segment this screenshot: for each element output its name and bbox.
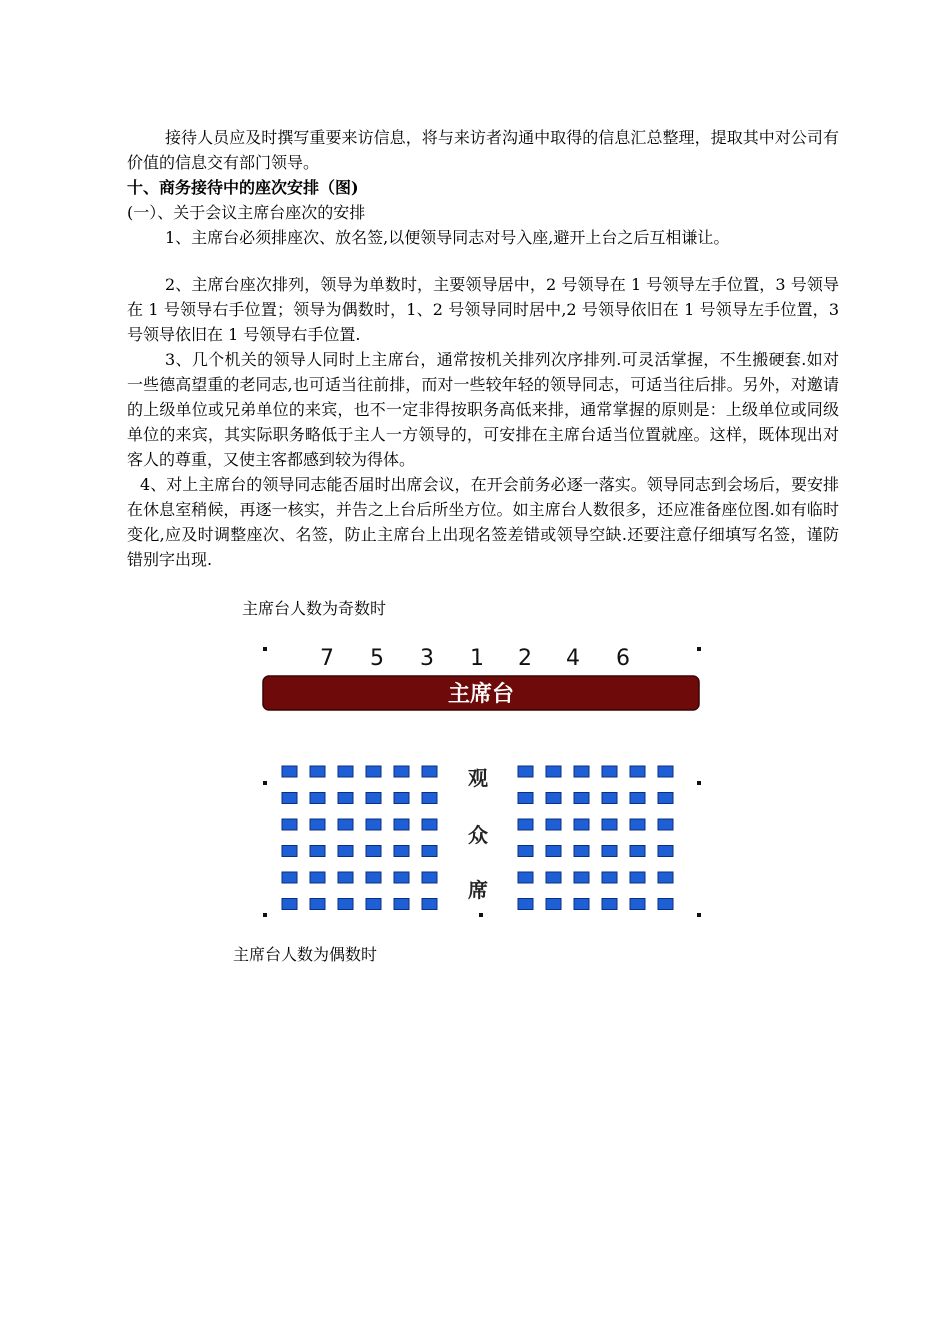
paragraph-rule-1: 1、主席台必须排座次、放名签,以便领导同志对号入座,避开上台之后互相谦让。 <box>165 228 730 247</box>
audience-seat-right <box>658 793 673 804</box>
audience-seat-left <box>338 899 353 910</box>
audience-seat-left <box>422 819 437 830</box>
audience-seat-right <box>518 819 533 830</box>
seat-number-5: 5 <box>370 646 384 671</box>
caption-even: 主席台人数为偶数时 <box>233 945 378 964</box>
audience-seat-left <box>422 846 437 857</box>
audience-seat-right <box>574 819 589 830</box>
paragraph-rule-4: 4、对上主席台的领导同志能否届时出席会议，在开会前务必逐一落实。领导同志到会场后，要安排在休息室稍候，再逐一核实，并告之上台后所坐方位。如主席台人数很多，还应准备座位图.如有临时变化,应及时调整座次、名签，防止主席台上出现名签差错或领导空缺.还要注意仔细填写名签，谨防错别字出现. <box>127 475 839 569</box>
audience-seat-right <box>630 766 645 777</box>
audience-seat-left <box>394 766 409 777</box>
stage-label: 主席台 <box>447 682 515 707</box>
caption-odd: 主席台人数为奇数时 <box>242 599 387 618</box>
audience-seat-left <box>310 819 325 830</box>
seat-number-row <box>320 646 630 671</box>
audience-seat-left <box>310 872 325 883</box>
audience-seat-right <box>518 766 533 777</box>
audience-seat-left <box>394 793 409 804</box>
audience-label-char-2: 众 <box>468 823 488 847</box>
audience-seat-right <box>602 872 617 883</box>
seat-number-7: 7 <box>320 646 334 671</box>
section-heading: 十、商务接待中的座次安排（图) <box>127 178 359 197</box>
audience-seat-left <box>310 766 325 777</box>
audience-seat-right <box>658 899 673 910</box>
seat-number-1: 1 <box>470 646 484 671</box>
corner-marker <box>697 913 701 917</box>
audience-seat-left <box>310 793 325 804</box>
audience-seat-left <box>394 872 409 883</box>
seat-number-6: 6 <box>616 646 630 671</box>
audience-seat-left <box>338 766 353 777</box>
audience-seat-left <box>282 899 297 910</box>
audience-seat-left <box>394 819 409 830</box>
audience-seat-right <box>658 872 673 883</box>
audience-seat-left <box>338 819 353 830</box>
blank-line <box>127 250 839 272</box>
audience-seat-right <box>574 846 589 857</box>
audience-seat-right <box>602 846 617 857</box>
audience-seat-right <box>546 846 561 857</box>
audience-seat-left <box>366 819 381 830</box>
audience-seat-right <box>574 766 589 777</box>
audience-seat-left <box>366 766 381 777</box>
audience-seat-left <box>282 766 297 777</box>
audience-seat-right <box>658 819 673 830</box>
audience-seat-right <box>546 899 561 910</box>
audience-seat-left <box>366 793 381 804</box>
corner-marker <box>479 913 483 917</box>
audience-seat-right <box>602 766 617 777</box>
audience-seat-left <box>422 766 437 777</box>
audience-seat-left <box>282 846 297 857</box>
audience-seat-right <box>546 766 561 777</box>
body-text <box>127 125 839 572</box>
audience-seat-right <box>518 793 533 804</box>
audience-seat-left <box>338 872 353 883</box>
corner-marker <box>697 781 701 785</box>
audience-seat-left <box>394 846 409 857</box>
audience-seat-right <box>630 846 645 857</box>
audience-seat-right <box>630 793 645 804</box>
audience-seat-right <box>518 899 533 910</box>
sub-heading: (一）、关于会议主席台座次的安排 <box>127 203 366 222</box>
audience-seat-right <box>630 899 645 910</box>
audience-seat-right <box>602 899 617 910</box>
audience-seat-left <box>338 793 353 804</box>
seat-number-2: 2 <box>518 646 532 671</box>
audience-seat-right <box>546 819 561 830</box>
seating-diagram-svg <box>257 640 707 920</box>
audience-seat-left <box>366 872 381 883</box>
audience-seat-left <box>338 846 353 857</box>
audience-label-char-1: 观 <box>468 766 488 790</box>
audience-seat-right <box>574 793 589 804</box>
audience-seat-left <box>310 846 325 857</box>
audience-seat-right <box>658 846 673 857</box>
corner-marker <box>697 647 701 651</box>
audience-seat-left <box>282 819 297 830</box>
audience-seat-right <box>602 819 617 830</box>
audience-seat-left <box>422 872 437 883</box>
audience-seat-left <box>422 899 437 910</box>
audience-seat-left <box>366 846 381 857</box>
seat-number-4: 4 <box>566 646 580 671</box>
audience-seat-left <box>282 872 297 883</box>
audience-seat-right <box>602 793 617 804</box>
audience-seat-left <box>310 899 325 910</box>
audience-seat-right <box>518 846 533 857</box>
corner-marker <box>263 913 267 917</box>
audience-seat-left <box>394 899 409 910</box>
audience-seat-right <box>574 899 589 910</box>
corner-marker <box>263 647 267 651</box>
audience-seat-right <box>518 872 533 883</box>
audience-seat-right <box>546 793 561 804</box>
audience-seat-left <box>282 793 297 804</box>
audience-seat-right <box>574 872 589 883</box>
paragraph-rule-3: 3、几个机关的领导人同时上主席台，通常按机关排列次序排列.可灵活掌握，不生搬硬套.如对一些德高望重的老同志,也可适当往前排，而对一些较年轻的领导同志，可适当往后排。另外，对邀请的上级单位或兄弟单位的来宾，也不一定非得按职务高低来排，通常掌握的原则是：上级单位或同级单位的来宾，其实际职务略低于主人一方领导的，可安排在主席台适当位置就座。这样，既体现出对客人的尊重，又使主客都感到较为得体。 <box>127 350 839 469</box>
paragraph-rule-2: 2、主席台座次排列，领导为单数时，主要领导居中，2 号领导在 1 号领导左手位置，3 号领导在 1 号领导右手位置；领导为偶数时，1、2 号领导同时居中,2 号领导依旧在 1 号领导左手位置，3 号领导依旧在 1 号领导右手位置. <box>127 275 839 344</box>
audience-seat-right <box>658 766 673 777</box>
seating-diagram <box>257 640 707 920</box>
audience-seat-right <box>546 872 561 883</box>
seat-number-3: 3 <box>420 646 434 671</box>
audience-seat-right <box>630 872 645 883</box>
audience-seat-left <box>366 899 381 910</box>
audience-seat-left <box>422 793 437 804</box>
audience-label-char-3: 席 <box>468 878 488 902</box>
paragraph-intro: 接待人员应及时撰写重要来访信息，将与来访者沟通中取得的信息汇总整理，提取其中对公司有价值的信息交有部门领导。 <box>127 128 839 172</box>
audience-seat-right <box>630 819 645 830</box>
corner-marker <box>263 781 267 785</box>
